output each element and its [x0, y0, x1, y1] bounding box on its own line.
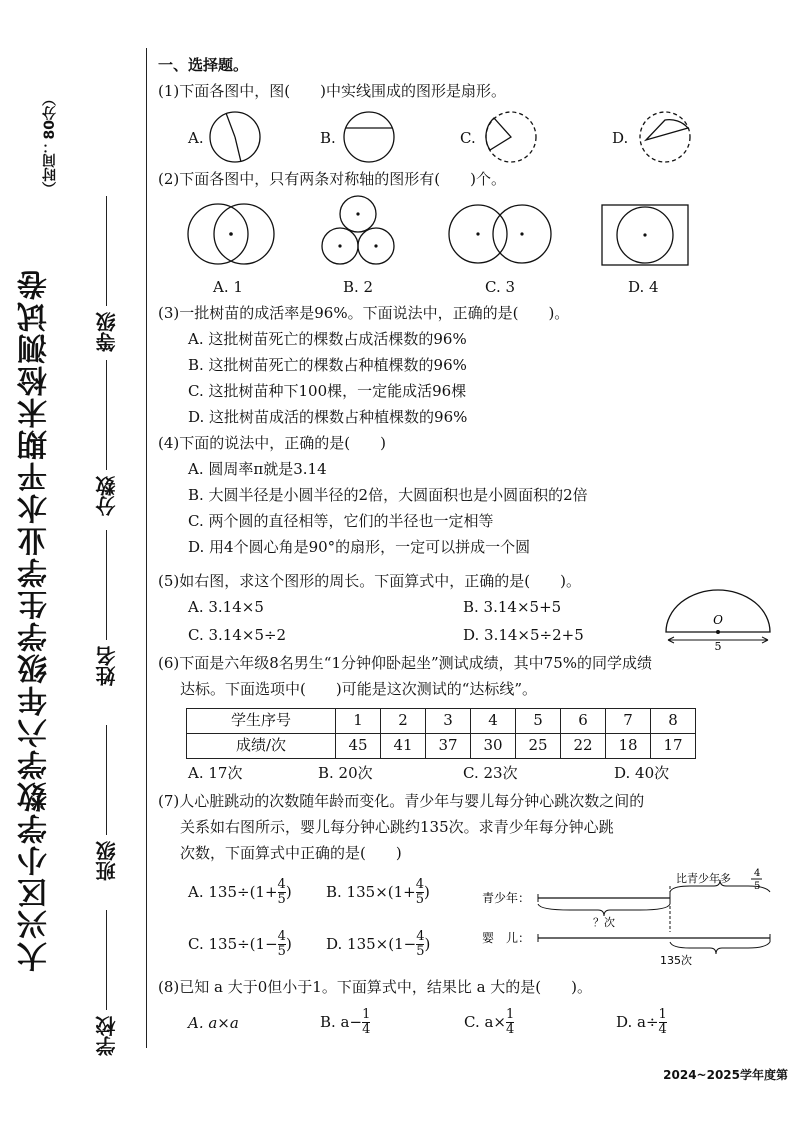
- q7-option-a[interactable]: A. 135÷(1+ $\frac{4}{5}$ ): [188, 877, 292, 908]
- table-cell: 7: [606, 709, 651, 734]
- table-cell: 6: [561, 709, 606, 734]
- q4-stem: (4)下面的说法中，正确的是( ): [158, 434, 386, 452]
- q4-option-d[interactable]: D. 用4个圆心角是90°的扇形，一定可以拼成一个圆: [188, 538, 531, 556]
- q1-figure-b: [342, 110, 396, 164]
- q1-figure-a: [208, 110, 262, 164]
- table-row-scores: [187, 734, 696, 759]
- q3-stem: (3)一批树苗的成活率是96%。下面说法中，正确的是( )。: [158, 304, 570, 322]
- q6-option-a[interactable]: A. 17次: [188, 764, 243, 782]
- q7-stem-line3: 次数，下面算式中正确的是( ): [180, 844, 402, 862]
- field-score[interactable]: 分数: [92, 360, 121, 516]
- table-cell: 45: [336, 734, 381, 759]
- exam-time: （时间：80分）: [42, 92, 58, 196]
- table-cell: 22: [561, 734, 606, 759]
- score-table: [186, 708, 696, 759]
- q1-figure-c: [484, 110, 538, 164]
- total-label: 135次: [660, 954, 692, 967]
- q3-option-d[interactable]: D. 这批树苗成活的棵数占种植棵数的96%: [188, 408, 468, 426]
- q8-option-b[interactable]: B. a− $\frac{1}{4}$: [320, 1007, 371, 1038]
- table-cell: 18: [606, 734, 651, 759]
- field-class[interactable]: 班级: [92, 725, 121, 881]
- exam-title: 大兴区小学数学六年级学生学业水平期末检测试卷: [18, 268, 53, 972]
- q7-stem-line2: 关系如右图所示，婴儿每分钟心跳约135次。求青少年每分钟心跳: [180, 818, 614, 836]
- q8-option-c[interactable]: C. a× $\frac{1}{4}$: [464, 1007, 515, 1038]
- q7-option-b[interactable]: B. 135×(1+ $\frac{4}{5}$ ): [326, 877, 430, 908]
- sidebar: [0, 0, 140, 1122]
- q5-semicircle-figure: [664, 590, 774, 653]
- teen-label: 青少年：: [482, 891, 531, 905]
- table-cell: 3: [426, 709, 471, 734]
- q8-option-d[interactable]: D. a÷ $\frac{1}{4}$: [616, 1007, 667, 1038]
- table-cell: 2: [381, 709, 426, 734]
- more-label: 比青少年多: [676, 872, 731, 885]
- q2-figure-d: [601, 204, 691, 268]
- q6-option-c[interactable]: C. 23次: [463, 764, 518, 782]
- table-cell: 17: [651, 734, 696, 759]
- field-grade[interactable]: 等级: [92, 196, 121, 352]
- q2-stem: (2)下面各图中，只有两条对称轴的图形有( )个。: [158, 170, 506, 188]
- table-cell: 37: [426, 734, 471, 759]
- field-school[interactable]: 学校: [92, 910, 121, 1056]
- q3-option-a[interactable]: A. 这批树苗死亡的棵数占成活棵数的96%: [188, 330, 467, 348]
- table-row-ids: [187, 709, 696, 734]
- q6-option-d[interactable]: D. 40次: [614, 764, 670, 782]
- footer-year: 2024~2025学年度第: [663, 1068, 788, 1082]
- q4-option-c[interactable]: C. 两个圆的直径相等，它们的半径也一定相等: [188, 512, 494, 530]
- q5-option-b[interactable]: B. 3.14×5+5: [463, 598, 562, 616]
- q6-stem-line2: 达标。下面选项中( )可能是这次测试的“达标线”。: [180, 680, 538, 698]
- q3-option-b[interactable]: B. 这批树苗死亡的棵数占种植棵数的96%: [188, 356, 467, 374]
- q2-option-c[interactable]: C. 3: [485, 278, 516, 296]
- q4-option-b[interactable]: B. 大圆半径是小圆半径的2倍，大圆面积也是小圆面积的2倍: [188, 486, 588, 504]
- q7-option-d[interactable]: D. 135×(1− $\frac{4}{5}$ ): [326, 929, 431, 960]
- q1-option-a[interactable]: A.: [188, 129, 204, 147]
- q5-option-a[interactable]: A. 3.14×5: [188, 598, 264, 616]
- q2-option-d[interactable]: D. 4: [628, 278, 659, 296]
- q4-option-a[interactable]: A. 圆周率π就是3.14: [188, 460, 327, 478]
- unknown-label: ？次: [593, 916, 615, 929]
- margin-line: [146, 48, 147, 1048]
- q1-stem: (1)下面各图中，图( )中实线围成的图形是扇形。: [158, 82, 506, 100]
- q2-option-b[interactable]: B. 2: [343, 278, 374, 296]
- table-header-id: 学生序号: [187, 709, 336, 734]
- q5-center-label: O: [713, 613, 723, 627]
- table-cell: 4: [471, 709, 516, 734]
- table-cell: 41: [381, 734, 426, 759]
- q8-stem: (8)已知 a 大于0但小于1。下面算式中，结果比 a 大的是( )。: [158, 978, 592, 996]
- q6-option-b[interactable]: B. 20次: [318, 764, 373, 782]
- table-cell: 5: [516, 709, 561, 734]
- baby-label: 婴 儿：: [482, 931, 531, 945]
- q1-option-d[interactable]: D.: [612, 129, 629, 147]
- q3-option-c[interactable]: C. 这批树苗种下100棵，一定能成活96棵: [188, 382, 467, 400]
- q1-option-b[interactable]: B.: [320, 129, 336, 147]
- q2-figure-b: [320, 194, 396, 270]
- q6-stem-line1: (6)下面是六年级8名男生“1分钟仰卧起坐”测试成绩，其中75%的同学成绩: [158, 654, 653, 672]
- q7-option-c[interactable]: C. 135÷(1− $\frac{4}{5}$ ): [188, 929, 292, 960]
- table-cell: 30: [471, 734, 516, 759]
- table-cell: 1: [336, 709, 381, 734]
- section-heading: 一、选择题。: [158, 56, 249, 74]
- q2-figure-a: [186, 200, 276, 270]
- q5-stem: (5)如右图，求这个图形的周长。下面算式中，正确的是( )。: [158, 572, 581, 590]
- field-name[interactable]: 姓名: [92, 530, 121, 686]
- table-header-score: 成绩/次: [187, 734, 336, 759]
- q7-line-diagram: [480, 868, 780, 967]
- more-frac-den: 5: [754, 881, 761, 892]
- q2-figure-c: [448, 202, 552, 266]
- q2-option-a[interactable]: A. 1: [213, 278, 243, 296]
- q5-dim-label: 5: [714, 640, 722, 653]
- table-cell: 8: [651, 709, 696, 734]
- q5-option-c[interactable]: C. 3.14×5÷2: [188, 626, 287, 644]
- q5-option-d[interactable]: D. 3.14×5÷2+5: [463, 626, 584, 644]
- q1-option-c[interactable]: C.: [460, 129, 476, 147]
- more-frac-num: 4: [754, 868, 761, 879]
- q1-figure-d: [638, 110, 692, 164]
- table-cell: 25: [516, 734, 561, 759]
- q7-stem-line1: (7)人心脏跳动的次数随年龄而变化。青少年与婴儿每分钟心跳次数之间的: [158, 792, 645, 810]
- q8-option-a[interactable]: A. a×a: [188, 1014, 239, 1032]
